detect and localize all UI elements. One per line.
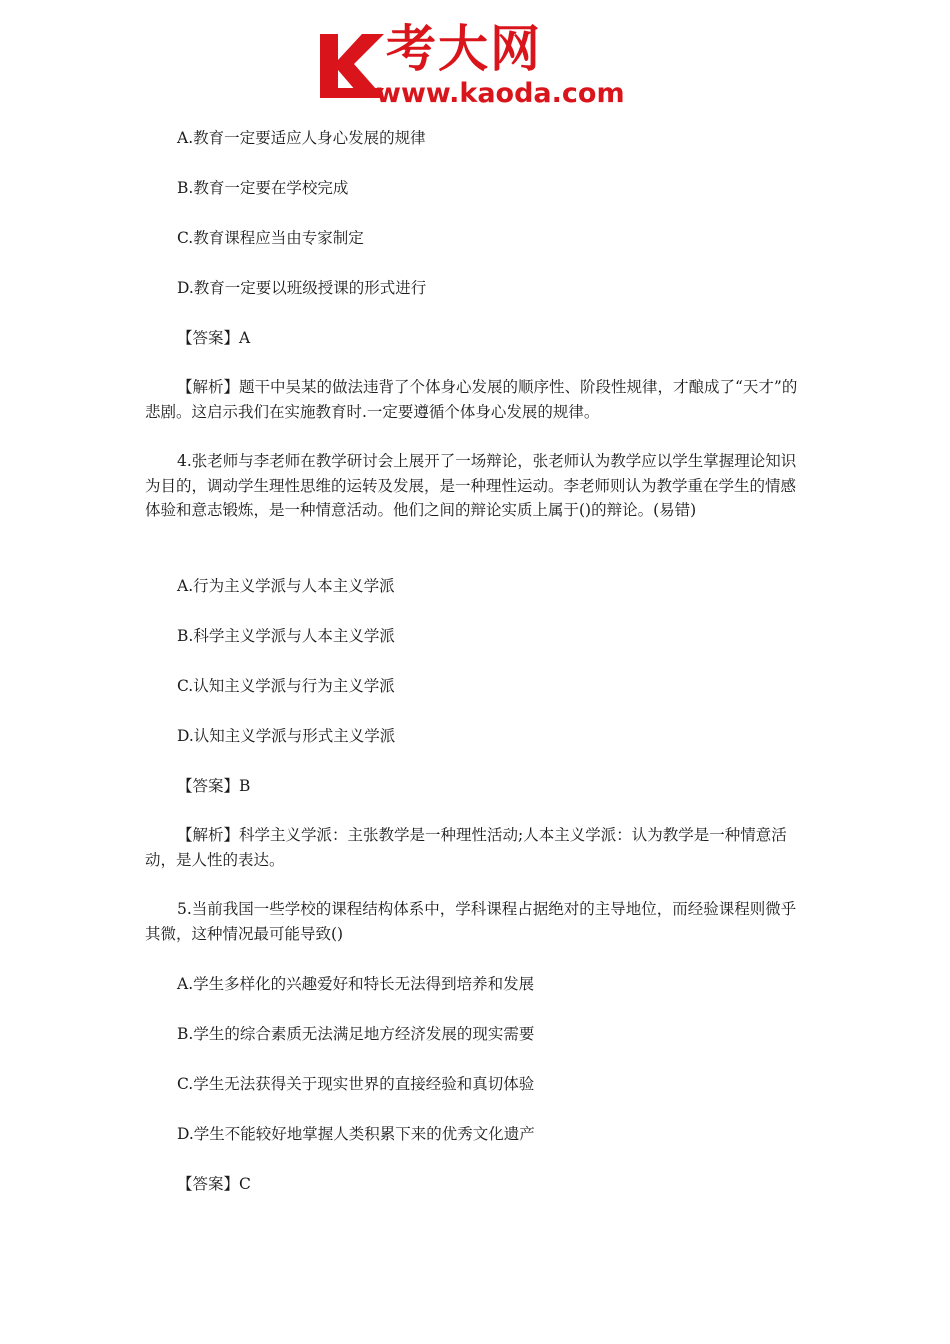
q4-option-d: D.认知主义学派与形式主义学派 — [177, 727, 396, 745]
q3-option-c: C.教育课程应当由专家制定 — [177, 229, 364, 247]
q3-option-b: B.教育一定要在学校完成 — [177, 179, 349, 197]
q3-answer: 【答案】A — [177, 329, 251, 347]
q5-answer: 【答案】C — [177, 1175, 251, 1193]
q5-question: 5.当前我国一些学校的课程结构体系中，学科课程占据绝对的主导地位，而经验课程则微乎其微，这种情况最可能导致() — [145, 900, 797, 943]
q5-option-c: C.学生无法获得关于现实世界的直接经验和真切体验 — [177, 1075, 535, 1093]
q3-option-d: D.教育一定要以班级授课的形式进行 — [177, 279, 427, 297]
q4-analysis: 【解析】科学主义学派：主张教学是一种理性活动;人本主义学派：认为教学是一种情意活动，是人性的表达。 — [145, 826, 787, 869]
q3-option-a: A.教育一定要适应人身心发展的规律 — [177, 129, 426, 147]
q4-answer: 【答案】B — [177, 777, 251, 795]
q4-option-a: A.行为主义学派与人本主义学派 — [177, 577, 395, 595]
q5-option-d: D.学生不能较好地掌握人类积累下来的优秀文化遗产 — [177, 1125, 535, 1143]
kaoda-logo — [318, 20, 648, 112]
q5-option-a: A.学生多样化的兴趣爱好和特长无法得到培养和发展 — [177, 975, 535, 993]
q4-question: 4.张老师与李老师在教学研讨会上展开了一场辩论，张老师认为教学应以学生掌握理论知识为目的，调动学生理性思维的运转及发展，是一种理性运动。李老师则认为教学重在学生的情感体验和意志锻炼，是一种情意活动。他们之间的辩论实质上属于()的辩论。(易错) — [145, 452, 797, 519]
q4-option-c: C.认知主义学派与行为主义学派 — [177, 677, 395, 695]
logo-url-text: www.kaoda.com — [376, 78, 625, 109]
logo-chinese-text: 考大网 — [386, 20, 542, 78]
q5-option-b: B.学生的综合素质无法满足地方经济发展的现实需要 — [177, 1025, 535, 1043]
q3-analysis: 【解析】题干中吴某的做法违背了个体身心发展的顺序性、阶段性规律，才酿成了“天才”的悲剧。这启示我们在实施教育时.一定要遵循个体身心发展的规律。 — [145, 378, 798, 421]
q4-option-b: B.科学主义学派与人本主义学派 — [177, 627, 395, 645]
